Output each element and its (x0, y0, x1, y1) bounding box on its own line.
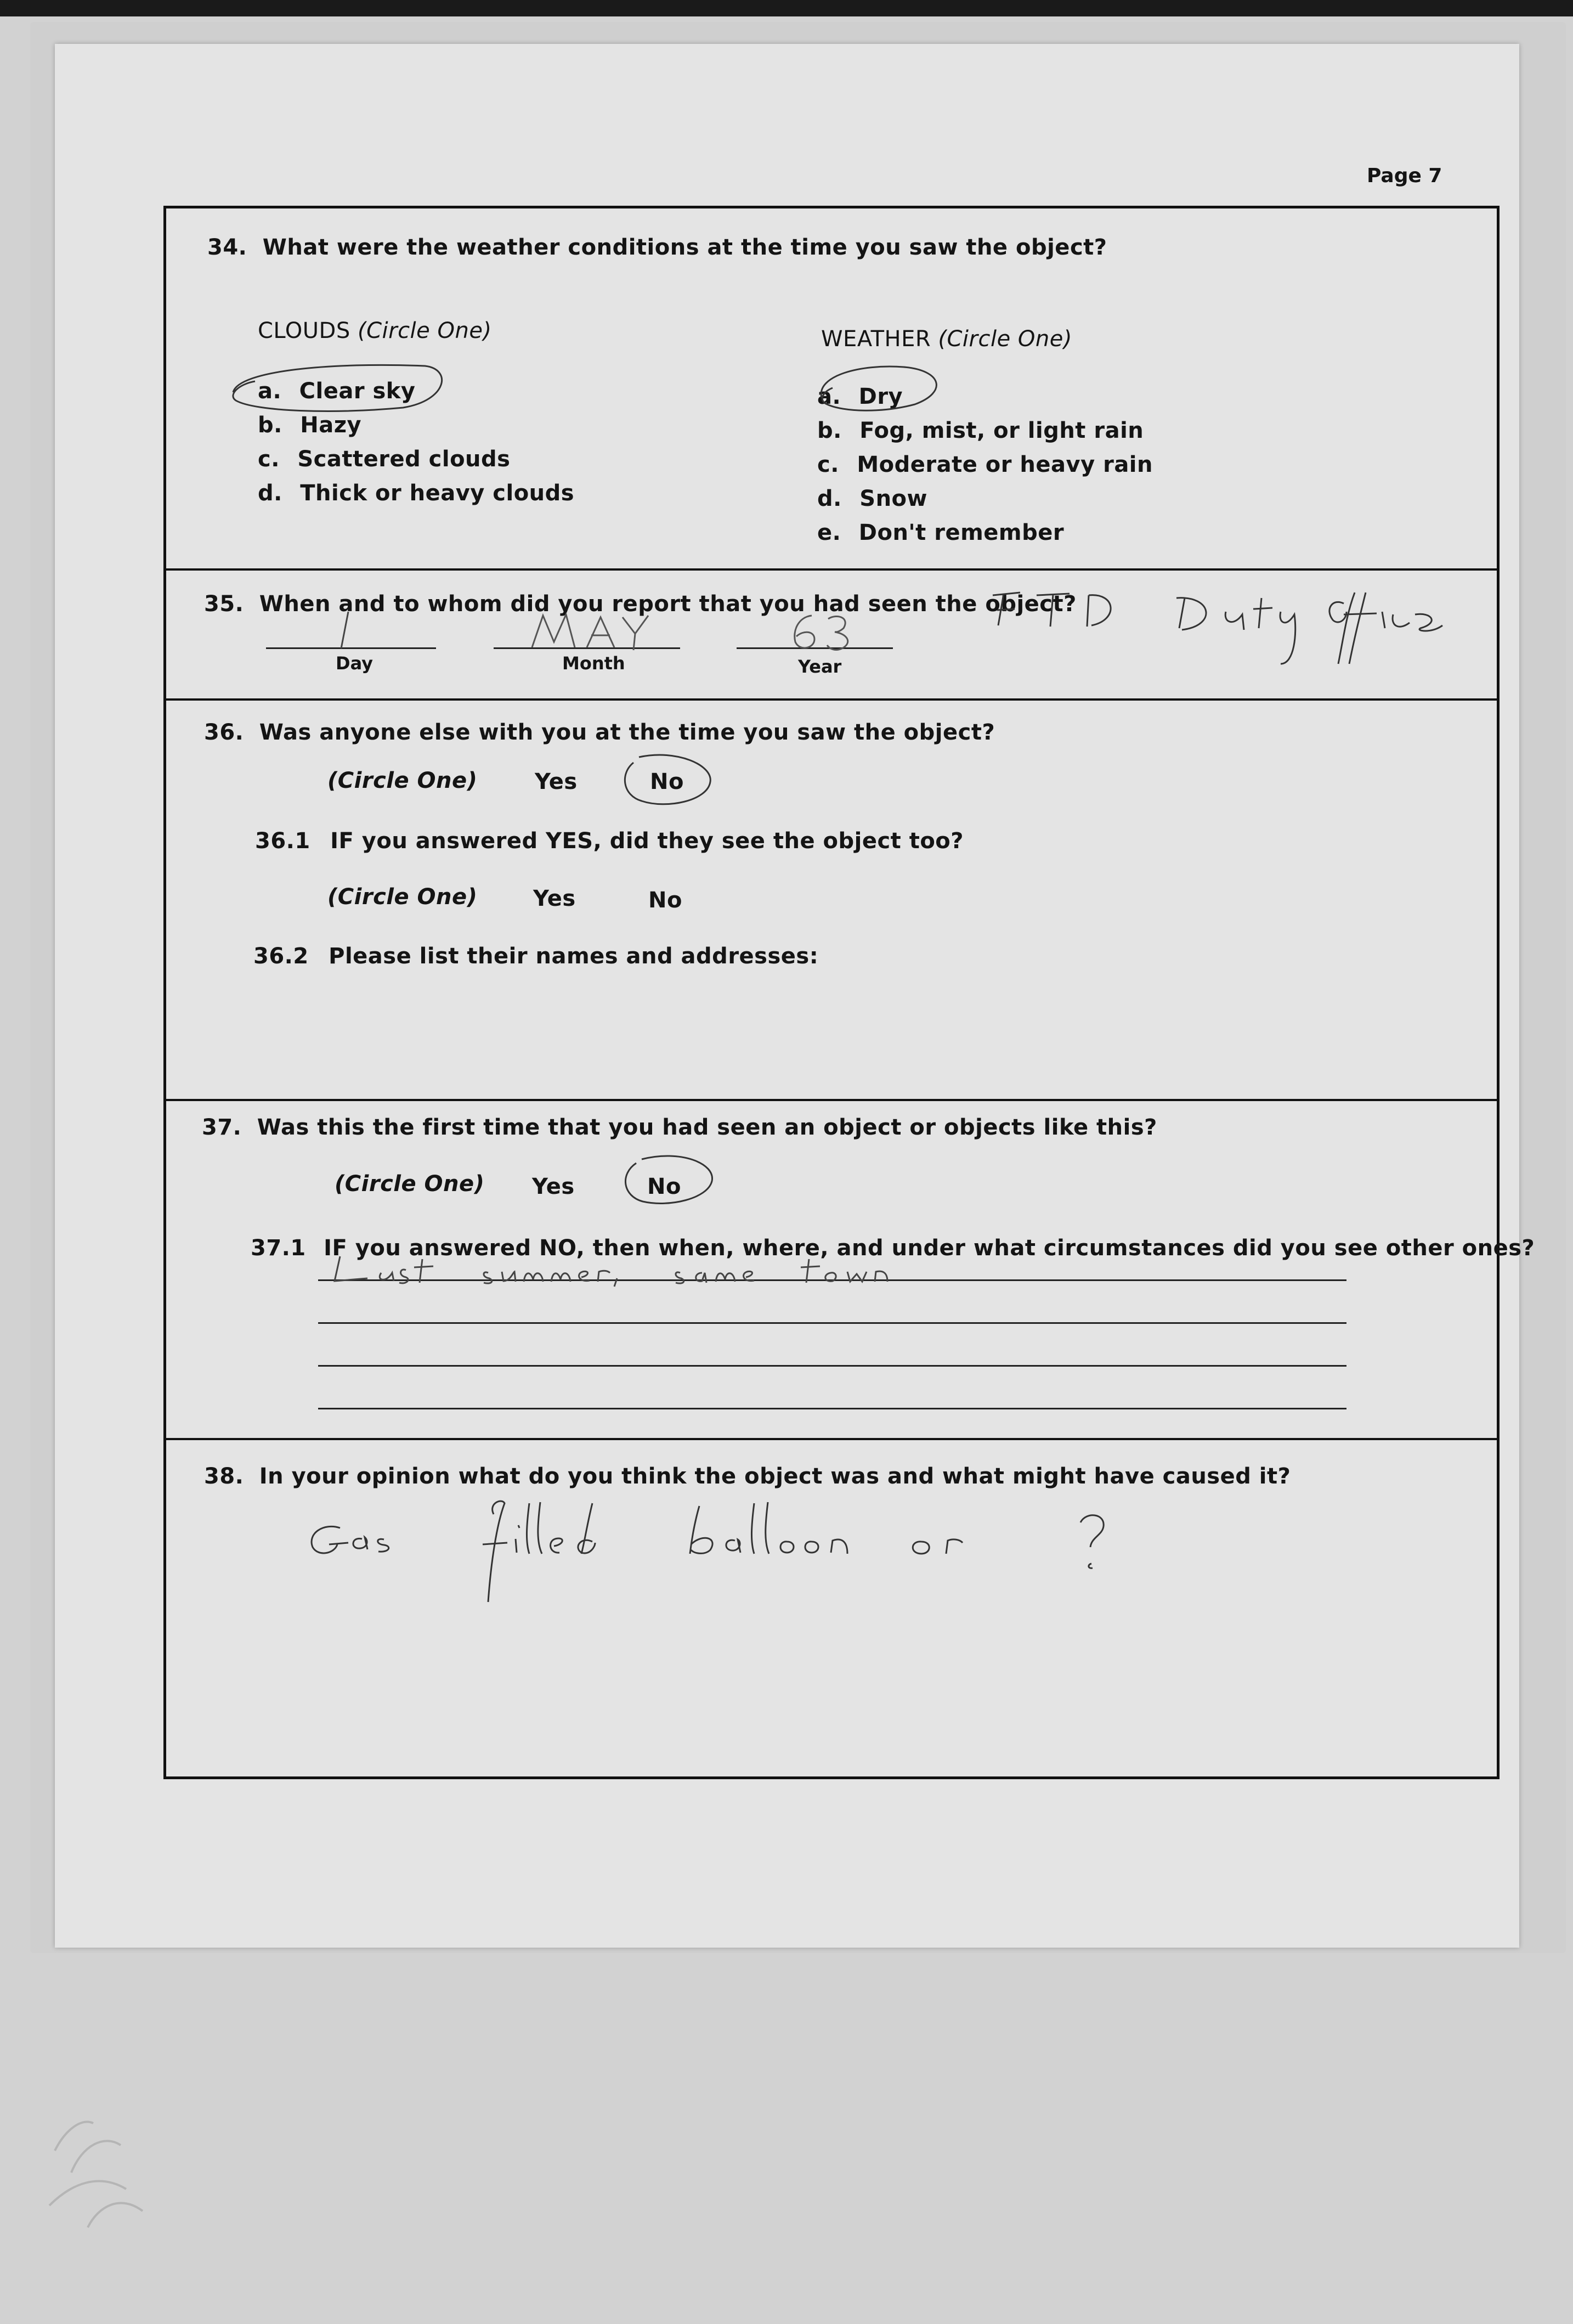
divider-36 (163, 698, 1500, 701)
weather-option-e[interactable]: e. Don't remember (817, 520, 1065, 545)
q37-1-answer-line-3[interactable] (318, 1365, 1346, 1367)
weather-option-d[interactable]: d. Snow (817, 486, 927, 511)
weather-title: WEATHER (821, 326, 931, 352)
q37-1-number: 37.1 (251, 1236, 306, 1261)
clouds-option-c[interactable]: c. Scattered clouds (258, 447, 511, 472)
q37-circle-hint: (Circle One) (335, 1171, 485, 1197)
circle-mark-dry (811, 359, 953, 414)
clouds-option-a[interactable]: a. Clear sky (258, 379, 416, 404)
clouds-heading (258, 318, 492, 343)
circle-mark-clear-sky (222, 359, 452, 420)
scan-smudge (33, 2085, 176, 2260)
clouds-title: CLOUDS (258, 318, 350, 343)
q36-2-number: 36.2 (253, 944, 309, 969)
q36-no[interactable]: No (650, 769, 684, 794)
q36-circle-hint: (Circle One) (327, 768, 478, 793)
handwritten-to-whom (982, 582, 1475, 691)
q36-2-question: Please list their names and addresses: (329, 944, 819, 969)
handwritten-year (784, 609, 861, 653)
q35-number: 35. (204, 591, 244, 617)
q37-no[interactable]: No (647, 1174, 681, 1199)
weather-heading (821, 326, 1072, 352)
q38-number: 38. (204, 1464, 244, 1489)
clouds-option-b[interactable]: b. Hazy (258, 413, 362, 438)
page-number: Page 7 (1367, 165, 1442, 187)
q37-question: Was this the first time that you had seen an object or objects like this? (257, 1115, 1157, 1140)
day-label: Day (336, 653, 374, 674)
q36-question: Was anyone else with you at the time you saw the object? (259, 720, 995, 745)
month-label: Month (562, 653, 625, 674)
q37-1-answer-line-2[interactable] (318, 1322, 1346, 1324)
q37-1-answer-line-4[interactable] (318, 1408, 1346, 1409)
q34-question: What were the weather conditions at the time you saw the object? (262, 235, 1107, 260)
circle-mark-36-no (617, 749, 716, 812)
q35-question: When and to whom did you report that you had seen the object? (259, 591, 1077, 617)
q37-number: 37. (202, 1115, 242, 1140)
q36-number: 36. (204, 720, 244, 745)
handwritten-gas-filled-balloon (296, 1492, 1130, 1613)
q36-1-question: IF you answered YES, did they see the object too? (330, 828, 964, 854)
q36-1 (255, 828, 964, 854)
q37-yes[interactable]: Yes (532, 1174, 575, 1199)
clouds-option-d[interactable]: d. Thick or heavy clouds (258, 481, 575, 506)
divider-35 (163, 568, 1500, 571)
weather-circle-hint: (Circle One) (938, 326, 1072, 352)
handwritten-month (527, 609, 653, 653)
handwritten-day (329, 609, 362, 653)
q37-1-question: IF you answered NO, then when, where, and under what circumstances did you see other ones? (324, 1236, 1535, 1261)
q36-1-yes[interactable]: Yes (533, 886, 576, 911)
q38-question: In your opinion what do you think the object was and what might have caused it? (259, 1464, 1291, 1489)
q36-1-number: 36.1 (255, 828, 310, 854)
q36-1-no[interactable]: No (648, 888, 682, 913)
divider-38 (163, 1438, 1500, 1440)
q36-yes[interactable]: Yes (535, 769, 578, 794)
q36-2 (253, 944, 818, 969)
handwritten-last-summer (329, 1251, 987, 1289)
q34-number: 34. (207, 235, 247, 260)
year-label: Year (798, 656, 842, 677)
weather-option-c[interactable]: c. Moderate or heavy rain (817, 452, 1153, 477)
scan-top-edge (0, 0, 1573, 16)
q36-1-circle-hint: (Circle One) (327, 884, 478, 910)
divider-37 (163, 1099, 1500, 1101)
weather-option-a[interactable]: a. Dry (817, 384, 903, 409)
weather-option-b[interactable]: b. Fog, mist, or light rain (817, 418, 1144, 443)
clouds-circle-hint: (Circle One) (357, 318, 492, 343)
circle-mark-37-no (614, 1149, 718, 1210)
